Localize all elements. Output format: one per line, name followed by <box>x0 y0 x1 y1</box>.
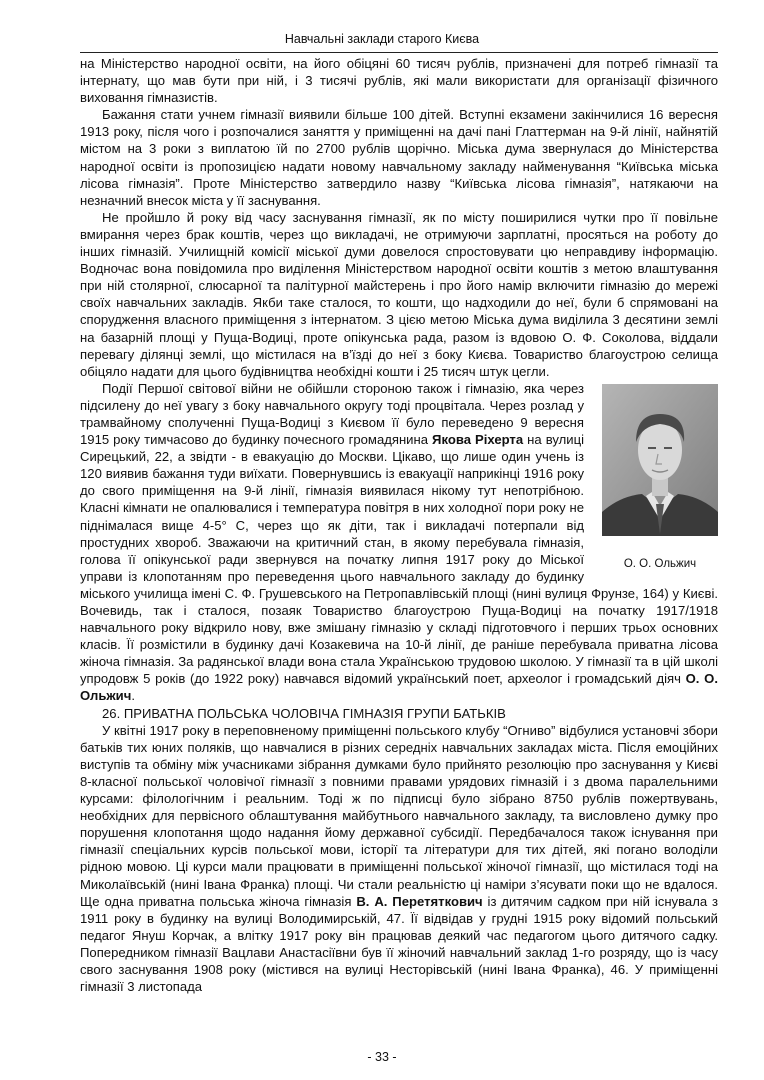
paragraph-5-text-a: У квітні 1917 року в переповненому приміщенні польського клубу “Огниво” відбулися установчі збори батьків тих юних поляків, що навчалися в різних середніх навчальних закладах міста. Після емоційних виступів та обміну між учасниками зібрання думками було прийнято резолюцію про заснування у Києві 8-класної польської чоловічої гімназії з повними правами урядових гімназій і з двома паралельними курсами: філологічним і реальним. Тоді ж по підписці було зібрано 8750 рублів пожертвувань, необхідних для первісного облаштування майбутнього навчального закладу, та висловлено думку про порушення клопотання щодо надання йому державної субсидії. Передбачалося також існування при гімназії спеціальних курсів польської мови, історії та літератури для тих дітей, які погано володіли рідною мовою. Ці курси мали працювати в приміщенні польської жіночої гімназії, що містилася тоді на Миколаївській (нині Івана Франка) площі. Чи стали реальністю ці наміри з’ясувати поки що не вдалося. Ще одна приватна польська жіноча гімназія <box>80 722 718 909</box>
person-name-peretiatkovych: В. А. Перетяткович <box>356 893 483 909</box>
person-name-olzhych: О. О. Ольжич <box>80 671 718 704</box>
paragraph-5-text-b: із дитячим садком при ній існувала з 1911 року в будинку на вулиці Володимирській, 47. Її відвідав у грудні 1915 року відомий польський педагог Януш Корчак, а влітку 1917 року він працював деякий час педагогом цього дитячого садку. Попередником гімназії Вацлави Анастасіївни був її жіночий навчальний заклад 1-го розряду, що із часу свого заснування 1908 року (містився на вулиці Несторівській (нині Івана Франка), 46. У приміщенні гімназії 3 листопада <box>80 893 719 995</box>
paragraph-4-text-b: на вулиці Сирецький, 22, а звідти - в евакуацію до Москви. Цікаво, що лише один учень із 120 виявив бажання туди виїхати. Повернувшись із евакуації наприкінці 1916 року до свого приміщення на 9-й лінії, гімназія виявилася нікому тут непотрібною. Класні кімнати не опалювалися і температура повітря в них холодної пори року не піднімалася вище 4-5° С, через що як діти, так і викладачі потерпали від простудних хвороб. Зважаючи на критичний стан, в якому перебувала гімназія, голова її опікунської ради звернувся на початку липня 1917 року до Міської управи із клопотанням про переведення цього навчального закладу до будинку міського училища імені С. Ф. Грушевського на Петропавлівській площі (нині вулиця Фрунзе, 164) у Києві. Вочевидь, так і сталося, позаяк Товариство благоустрою Пуща-Водиці на початку 1917/1918 навчального року відкрило нову, вже змішану гімназію у складі підготовчого і перших трьох основних класів. Її розмістили в будинку дачі Козакевича на 10-й лінії, де раніше перебувала приватна лісова жіноча гімназія. За радянської влади вона стала Українською трудовою школою. У гімназії та в цій школі упродовж 5 років (до 1922 року) навчався відомий український поет, археолог і громадський діяч <box>80 432 718 687</box>
paragraph-5 <box>80 722 718 996</box>
portrait-figure <box>592 384 718 573</box>
page-number: - 33 - <box>367 1050 397 1064</box>
paragraph-4-text-a: Події Першої світової війни не обійшли стороною також і гімназію, яка через підсилену до неї увагу з боку навчального округу тоді процвітала. Через розлад у трамвайному сполученні Пуща-Водиці з Києвом її було переведено 9 вересня 1915 року тимчасово до будинку почесного громадянина <box>80 380 584 448</box>
paragraph-3: Не пройшло й року від часу заснування гімназії, як по місту поширилися чутки про її повільне вмирання через брак коштів, через що викладачі, не отримуючи зарплатні, просяться на роботу до інших гімназій. Училищній комісії міської думи довелося спростовувати цю неправдиву інформацію. Водночас вона повідомила про виділення Міністерством народної освіти коштів з метою влаштування при ній столярної, слюсарної та палітурної майстерень і про його намір включити гімназію до мережі своїх навчальних закладів. Якби таке сталося, то кошти, що надходили до неї, були б спрямовані на спорудження власного приміщення з інтернатом. З цією метою Міська дума виділила 3 десятини землі на базарній площі у Пуща-Водиці, проте опікунська рада, разом із вдовою О. Ф. Соколова, віддали перевагу ділянці землі, що містилася на в’їзді до неї з боку Києва. Товариство благоустрою селища обіцяло надати для цього будівництва необхідні кошти і 25 тисяч штук цегли. <box>80 209 718 379</box>
person-name-rikhert: Якова Ріхерта <box>432 432 524 448</box>
header-rule <box>80 52 718 53</box>
page-body <box>80 55 718 995</box>
paragraph-1: на Міністерство народної освіти, на його обіцяні 60 тисяч рублів, призначені для потреб гімназії та інтернату, що мав бути при ній, і 3 тисячі рублів, які мали використати для організації фізичного виховання гімназистів. <box>80 56 718 106</box>
portrait-photo <box>602 384 718 536</box>
running-header: Навчальні заклади старого Києва <box>284 32 480 46</box>
paragraph-2: Бажання стати учнем гімназії виявили більше 100 дітей. Вступні екзамени закінчилися 16 вересня 1913 року, після чого і розпочалися заняття у приміщенні на дачі пані Глаттерман на 9-й лінії, найнятій містом на 3 роки з виплатою їй по 2700 рублів щорічно. Міська дума звернулася до Міністерства народної освіти із пропозицією надати новому навчальному закладу найменування “Київська міська лісова гімназія”. Проте Міністерство затвердило назву “Київська лісова гімназія”, натякаючи на незначний внесок міста у її заснування. <box>80 107 718 208</box>
paragraph-4-text-c: . <box>131 688 135 704</box>
section-heading: 26. ПРИВАТНА ПОЛЬСЬКА ЧОЛОВІЧА ГІМНАЗІЯ ГРУПИ БАТЬКІВ <box>102 705 506 721</box>
figure-caption: О. О. Ольжич <box>623 557 697 570</box>
